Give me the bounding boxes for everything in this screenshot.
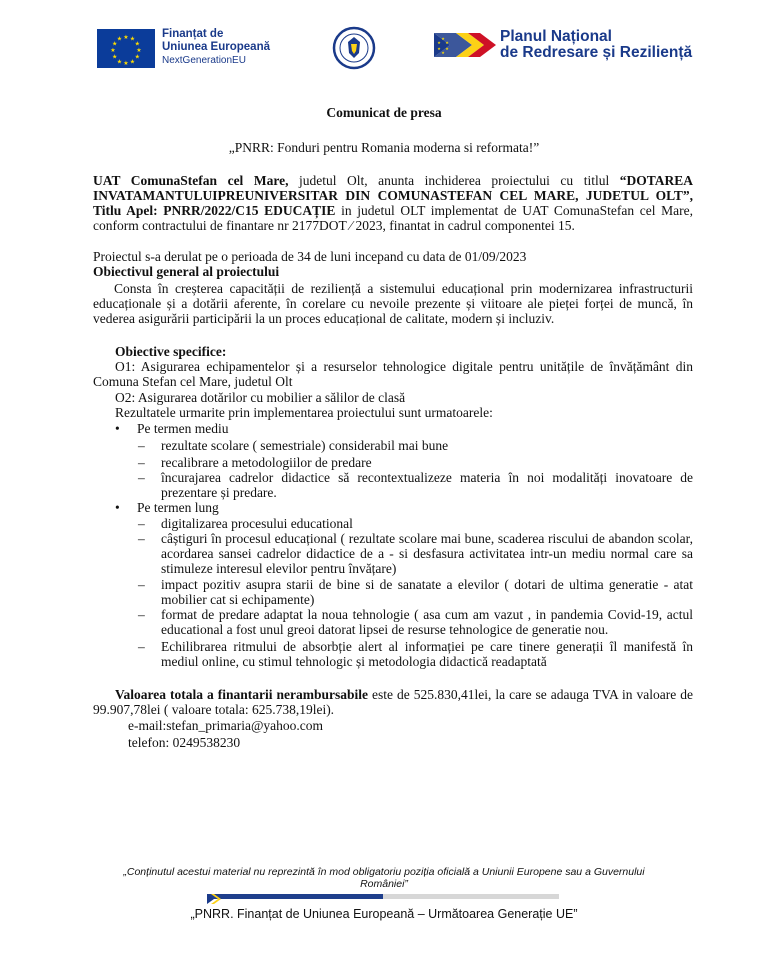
specific-heading: Obiective specifice: [115, 344, 227, 359]
svg-text:★: ★ [441, 36, 445, 41]
svg-text:★: ★ [110, 47, 116, 54]
footer-line: „PNRR. Finanțat de Uniunea Europeană – Următoarea Generație UE” [190, 907, 578, 921]
intro-text-2: in judetul OLT implementat de UAT ComunaStefan cel Mare, conform contractului de finantare nr 2177DOT ⁄ 2023, finantat in cadrul componentei 15. [93, 203, 694, 233]
footer-disclaimer: „Conținutul acestui material nu reprezintă în mod obligatoriu poziția oficială a Uniunii Europene sau a Guvernului României” [123, 866, 645, 890]
eu-line-1: Finanțat de [162, 28, 224, 40]
svg-text:★: ★ [123, 34, 129, 41]
dash-mark: – [138, 577, 145, 592]
svg-text:★: ★ [445, 46, 449, 51]
svg-text:★: ★ [116, 58, 123, 66]
dash-mark: – [138, 639, 145, 654]
pnrr-line-1: Planul Național [500, 28, 612, 45]
romanian-government-seal-icon [332, 26, 376, 70]
intro-beneficiary: UAT ComunaStefan cel Mare, [93, 173, 289, 188]
svg-text:★: ★ [116, 35, 123, 43]
dash-mark: – [138, 470, 145, 485]
medium-term-item: recalibrare a metodologiilor de predare [161, 455, 372, 470]
dash-mark: – [138, 455, 145, 470]
intro-text-1: judetul Olt, anunta inchiderea proiectului cu titlul [288, 173, 620, 188]
svg-text:★: ★ [441, 50, 445, 55]
dash-mark: – [138, 531, 145, 546]
contact-email: e-mail:stefan_primaria@yahoo.com [128, 718, 323, 733]
svg-text:★: ★ [136, 47, 142, 54]
svg-text:★: ★ [112, 53, 118, 61]
eu-funding-label [162, 28, 270, 67]
svg-text:★: ★ [112, 40, 118, 48]
footer-bar-grey [383, 894, 559, 899]
long-term-label: Pe termen lung [137, 500, 219, 515]
long-term-item: Echilibrarea ritmului de absorbție alert al informației pe care tinere generații îl manifestă în mediul online, cu stimul tehnologic și metodologia didactică readaptată [161, 639, 693, 669]
medium-term-item: rezultate scolare ( semestriale) considerabil mai bune [161, 438, 449, 453]
contact-phone: telefon: 0249538230 [128, 735, 241, 750]
objective-o1: O1: Asigurarea echipamentelor și a resurselor tehnologice digitale pentru unitățile de învățământ din Comuna Stefan cel Mare, judetul Olt [93, 359, 693, 389]
svg-text:★: ★ [437, 40, 441, 45]
eu-line-2: Uniunea Europeană [162, 41, 270, 53]
funding-paragraph [93, 687, 693, 717]
dash-mark: – [138, 516, 145, 531]
duration-line: Proiectul s-a derulat pe o perioada de 34 de luni incepand cu data de 01/09/2023 [93, 249, 527, 264]
results-intro: Rezultatele urmarite prin implementarea proiectului sunt urmatoarele: [115, 405, 493, 420]
svg-text:★: ★ [134, 53, 140, 61]
intro-paragraph [93, 173, 693, 233]
long-term-item: impact pozitiv asupra starii de bine si de sanatate a elevilor ( dotari de ultima generatie - atat mobilier cat si echipamente) [161, 577, 693, 607]
eu-line-3: NextGenerationEU [162, 55, 246, 66]
medium-term-item: încurajarea cadrelor didactice să recontextualizeze materia în noi modalități inovatoare de prezentare și predare. [161, 470, 693, 500]
document-title: Comunicat de presa [326, 105, 442, 120]
funding-text: este de 525.830,41lei, la care se adauga TVA in valoare de 99.907,78lei ( valoare totala: 625.738,19lei). [93, 687, 694, 717]
pnrr-logo-icon [434, 29, 496, 61]
medium-term-label: Pe termen mediu [137, 421, 229, 436]
objective-heading: Obiectivul general al proiectului [93, 264, 280, 279]
svg-text:★: ★ [129, 58, 136, 66]
long-term-item: câștiguri în procesul educațional ( rezultate scolare mai bune, scaderea riscului de abandon scolar, acordarea sansei cadrelor didactice de a - si desfasura activitatea intr-un mediu normal care sa stimuleze interesul elevilor pentru învățare) [161, 531, 693, 576]
footer-bar-blue [207, 894, 383, 899]
svg-text:★: ★ [123, 60, 129, 67]
dash-mark: – [138, 438, 145, 453]
bullet-mark: • [115, 421, 120, 436]
svg-text:★: ★ [134, 40, 140, 48]
funding-label: Valoarea totala a finantarii nerambursabile [115, 687, 368, 702]
document-slogan: „PNRR: Fonduri pentru Romania moderna si reformata!” [228, 140, 540, 155]
objective-o2: O2: Asigurarea dotărilor cu mobilier a sălilor de clasă [115, 390, 406, 405]
svg-text:★: ★ [445, 40, 449, 45]
pnrr-title [500, 29, 692, 61]
intro-project-title: “DOTAREA INVATAMANTULUIPREUNIVERSITAR DIN COMUNASTEFAN CEL MARE, JUDETUL OLT”, Titlu Apel: PNRR/2022/C15 EDUCAȚIE [93, 173, 693, 218]
long-term-item: format de predare adaptat la noua tehnologie ( asa cum am vazut , in pandemia Covid-19, actul educational a fost unul greoi datorat lipsei de resurse tehnologice de generatie nou. [161, 607, 693, 637]
svg-text:★: ★ [437, 46, 441, 51]
pnrr-arrow-icon [207, 891, 221, 901]
pnrr-line-2: de Redresare și Reziliență [500, 44, 693, 61]
dash-mark: – [138, 607, 145, 622]
objective-text: Consta în creșterea capacității de reziliență a sistemului educațional prin modernizarea infrastructurii educaționale și a dotării aferente, în corelare cu nevoile prezente și viitoare ale pieței forței de muncă, în vederea asigurării participării la un proces educațional de calitate, modern și incluziv. [93, 281, 693, 326]
long-term-item: digitalizarea procesului educational [161, 516, 353, 531]
eu-flag-icon [97, 29, 155, 68]
bullet-mark: • [115, 500, 120, 515]
svg-text:★: ★ [129, 35, 136, 43]
